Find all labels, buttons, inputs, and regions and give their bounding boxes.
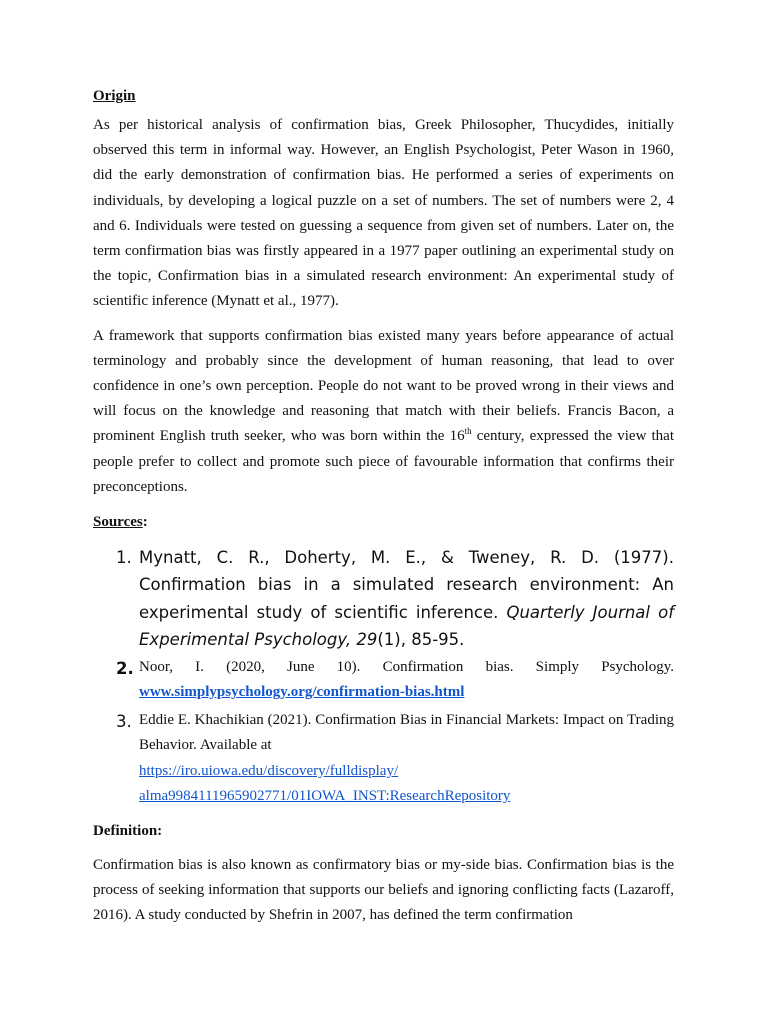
ordinal-superscript: th [464, 426, 472, 437]
source-3-text: Eddie E. Khachikian (2021). Confirmation Bias in Financial Markets: Impact on Trading Behavior. Available at [139, 711, 674, 754]
sources-heading [93, 510, 674, 535]
source-3-link-line-1[interactable]: https://iro.uiowa.edu/discovery/fulldisplay/ [139, 762, 399, 779]
source-number-3: 3. [116, 711, 132, 731]
source-2-link[interactable]: www.simplypsychology.org/confirmation-bias.html [139, 684, 465, 701]
definition-heading: Definition: [93, 822, 163, 839]
source-1-journal: Quarterly Journal of Experimental Psychology, 29 [139, 602, 674, 650]
source-3-link-line-2[interactable]: alma9984111965902771/01IOWA_INST:ResearchRepository [139, 788, 511, 805]
source-1-tail: (1), 85-95. [377, 630, 465, 650]
origin-paragraph-2 [93, 324, 674, 500]
source-1-text: Mynatt, C. R., Doherty, M. E., & Tweney, R. D. (1977). Confirmation bias in a simulated research environment: An experimental study of scientific inference. [139, 548, 674, 622]
source-item-2 [93, 655, 674, 706]
document-page [93, 84, 674, 937]
source-number-2: 2. [116, 658, 134, 678]
source-item-1 [93, 544, 674, 654]
origin-heading: Origin [93, 88, 136, 104]
source-number-1: 1. [116, 548, 132, 568]
definition-paragraph: Confirmation bias is also known as confirmatory bias or my-side bias. Confirmation bias is the process of seeking information that supports our beliefs and ignoring conflicting facts (Lazaroff, 2016). A study conducted by Shefrin in 2007, has defined the term confirmation [93, 856, 674, 924]
sources-list [93, 544, 674, 810]
sources-heading-colon: : [142, 514, 148, 531]
sources-heading-label: Sources [93, 514, 143, 531]
origin-paragraph-2-tail: century, expressed the view that people prefer to collect and promote such piece of favourable information that confirms their preconceptions. [93, 428, 675, 495]
source-item-3 [93, 708, 674, 810]
source-2-text: Noor, I. (2020, June 10). Confirmation bias. Simply Psychology. [139, 658, 674, 675]
origin-paragraph-2-text: A framework that supports confirmation bias existed many years before appearance of actual terminology and probably since the development of human reasoning, that lead to over confidence in one’s own perception. People do not want to be proved wrong in their views and will focus on the knowledge and reasoning that match with their beliefs. Francis Bacon, a prominent English truth seeker, who was born within the 16 [93, 327, 674, 445]
origin-paragraph-1: As per historical analysis of confirmation bias, Greek Philosopher, Thucydides, initially observed this term in informal way. However, an English Psychologist, Peter Wason in 1960, did the early demonstration of confirmation bias. He performed a series of experiments on individuals, by developing a logical puzzle on a set of numbers. The set of numbers were 2, 4 and 6. Individuals were tested on guessing a sequence from given set of numbers. Later on, the term confirmation bias was firstly appeared in a 1977 paper outlining an experimental study on the topic, Confirmation bias in a simulated research environment: An experimental study of scientific inference (Mynatt et al., 1977). [93, 117, 674, 310]
